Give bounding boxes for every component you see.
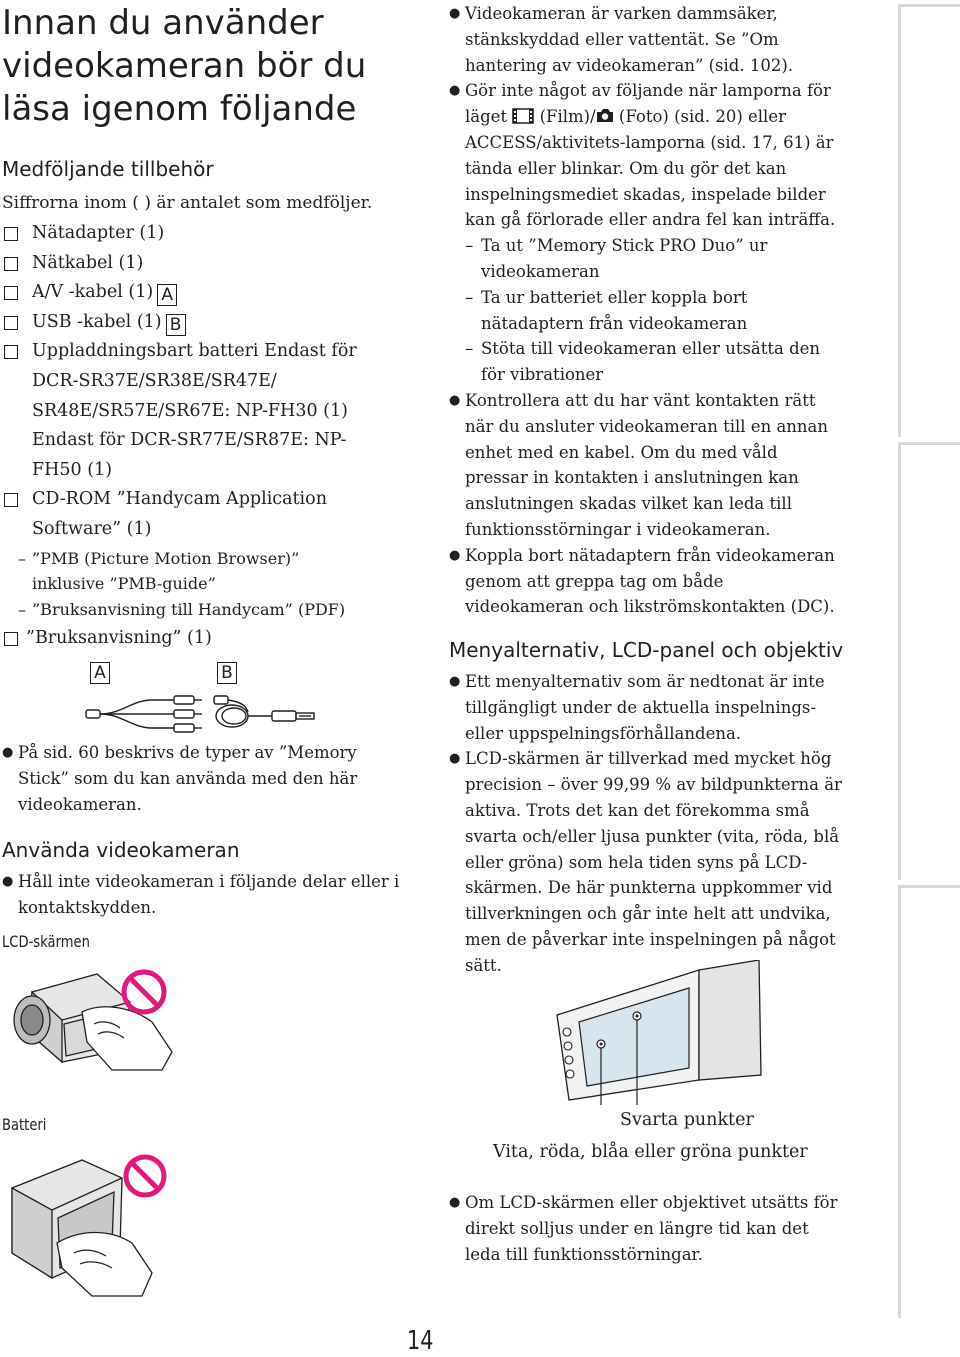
list-item: Nätkabel (1) xyxy=(2,249,402,279)
label-a-badge: A xyxy=(157,284,177,306)
lcd-label: LCD-skärmen xyxy=(2,932,90,951)
list-item: USB -kabel (1) B xyxy=(2,308,402,338)
list-subitem: – Ta ut ”Memory Stick PRO Duo” ur videokameran xyxy=(465,236,768,281)
checkbox-icon xyxy=(4,632,18,646)
film-mode-icon xyxy=(512,108,534,124)
prohibited-icon xyxy=(126,1157,164,1195)
figure-label-a: A xyxy=(90,662,110,684)
list-item: CD-ROM ”Handycam Application Software” (1) xyxy=(2,485,402,544)
checkbox-icon xyxy=(4,493,18,507)
memory-stick-note: ● På sid. 60 beskrivs de typer av ”Memory Stick” som du kan använda med den här videokameran. xyxy=(2,743,358,814)
figure-label-b: B xyxy=(217,662,237,684)
list-item: ● Ett menyalternativ som är nedtonat är inte tillgängligt under de aktuella inspelnings- eller uppspelningsförhållandena. xyxy=(449,672,825,743)
label-b-badge: B xyxy=(166,314,186,336)
list-subitem: – ”PMB (Picture Motion Browser)” inklusive ”PMB-guide” xyxy=(18,548,300,594)
camcorder-battery-illustration xyxy=(2,1148,177,1298)
sunlight-note xyxy=(449,1190,845,1267)
camcorder-lcd-illustration xyxy=(2,962,177,1072)
sidebar-tab[interactable] xyxy=(898,885,960,1318)
prohibited-icon xyxy=(124,972,164,1012)
cables-illustration xyxy=(82,690,332,736)
list-item: ● Kontrollera att du har vänt kontakten rätt när du ansluter videokameran till en annan enhet med en kabel. Om du med våld pressar in kontakten i anslutningen kan anslutningen skadas vilket kan leda till funktionsstörningar i videokameran. xyxy=(449,390,828,539)
accessories-heading: Medföljande tillbehör xyxy=(2,157,214,181)
list-item: ● Koppla bort nätadaptern från videokameran genom att greppa tag om både videokameran och likströmskontakten (DC). xyxy=(449,545,835,617)
list-item: Uppladdningsbart batteri Endast för DCR-SR37E/SR38E/SR47E/ SR48E/SR57E/SR67E: NP-FH30 (1) Endast för DCR-SR77E/SR87E: NP-FH50 (1) xyxy=(2,337,402,485)
sidebar-tab[interactable] xyxy=(898,442,960,880)
accessories-intro: Siffrorna inom ( ) är antalet som medföljer. xyxy=(2,193,373,213)
using-note: ● Håll inte videokameran i följande delar eller i kontaktskydden. xyxy=(2,872,400,917)
list-item: ● Om LCD-skärmen eller objektivet utsätts för direkt solljus under en längre tid kan det leda till funktionsstörningar. xyxy=(449,1193,838,1264)
list-item: ● Videokameran är varken dammsäker, stänkskyddad eller vattentät. Se ”Om hantering av videokameran” (sid. 102). xyxy=(449,4,794,75)
page-number: 14 xyxy=(407,1326,434,1356)
using-heading: Använda videokameran xyxy=(2,838,240,862)
list-item: ”Bruksanvisning” (1) xyxy=(2,624,402,654)
list-subitem: – Ta ur batteriet eller koppla bort nätadaptern från videokameran xyxy=(465,287,748,333)
page-title: Innan du använder videokameran bör du läsa igenom följande xyxy=(2,3,367,129)
checkbox-icon xyxy=(4,257,18,271)
list-item: ● Gör inte något av följande när lamporna för läget (Film)/ (Foto) (sid. 20) eller ACCESS/aktivitets-lamporna (sid. 17, 61) är tända eller blinkar. Om du gör det kan inspelningsmediet skadas, inspelade bilder kan gå förlorade eller andra fel kan inträffa. xyxy=(449,81,836,230)
checkbox-icon xyxy=(4,286,18,300)
caption-black-dots: Svarta punkter xyxy=(620,1110,754,1130)
list-item: A/V -kabel (1) A xyxy=(2,278,402,308)
menu-lcd-heading: Menyalternativ, LCD-panel och objektiv xyxy=(449,638,844,662)
list-subitem: – Stöta till videokameran eller utsätta den för vibrationer xyxy=(465,339,821,385)
accessory-list xyxy=(2,219,402,654)
checkbox-icon xyxy=(4,227,18,241)
sidebar-tabs xyxy=(898,0,960,1320)
list-subitem: – ”Bruksanvisning till Handycam” (PDF) xyxy=(18,599,346,619)
list-item: Nätadapter (1) xyxy=(2,219,402,249)
checkbox-icon xyxy=(4,316,18,330)
list-item: ● LCD-skärmen är tillverkad med mycket hög precision – över 99,99 % av bildpunkterna är aktiva. Trots det kan det förekomma små svarta och/eller ljusa punkter (vita, röda, blå eller gröna) som hela tiden syns på LCD-skärmen. De här punkterna uppkommer vid tillverkningen och går inte helt att undvika, men de påverkar inte inspelningen på något sätt. xyxy=(449,749,842,975)
lcd-notes xyxy=(449,669,845,979)
handling-notes xyxy=(449,1,841,620)
battery-label: Batteri xyxy=(2,1115,47,1134)
photo-mode-icon xyxy=(596,108,614,123)
caption-bright-dots: Vita, röda, blåa eller gröna punkter xyxy=(493,1142,808,1162)
checkbox-icon xyxy=(4,345,18,359)
sidebar-tab[interactable] xyxy=(898,4,960,437)
lcd-panel-illustration xyxy=(549,960,764,1105)
